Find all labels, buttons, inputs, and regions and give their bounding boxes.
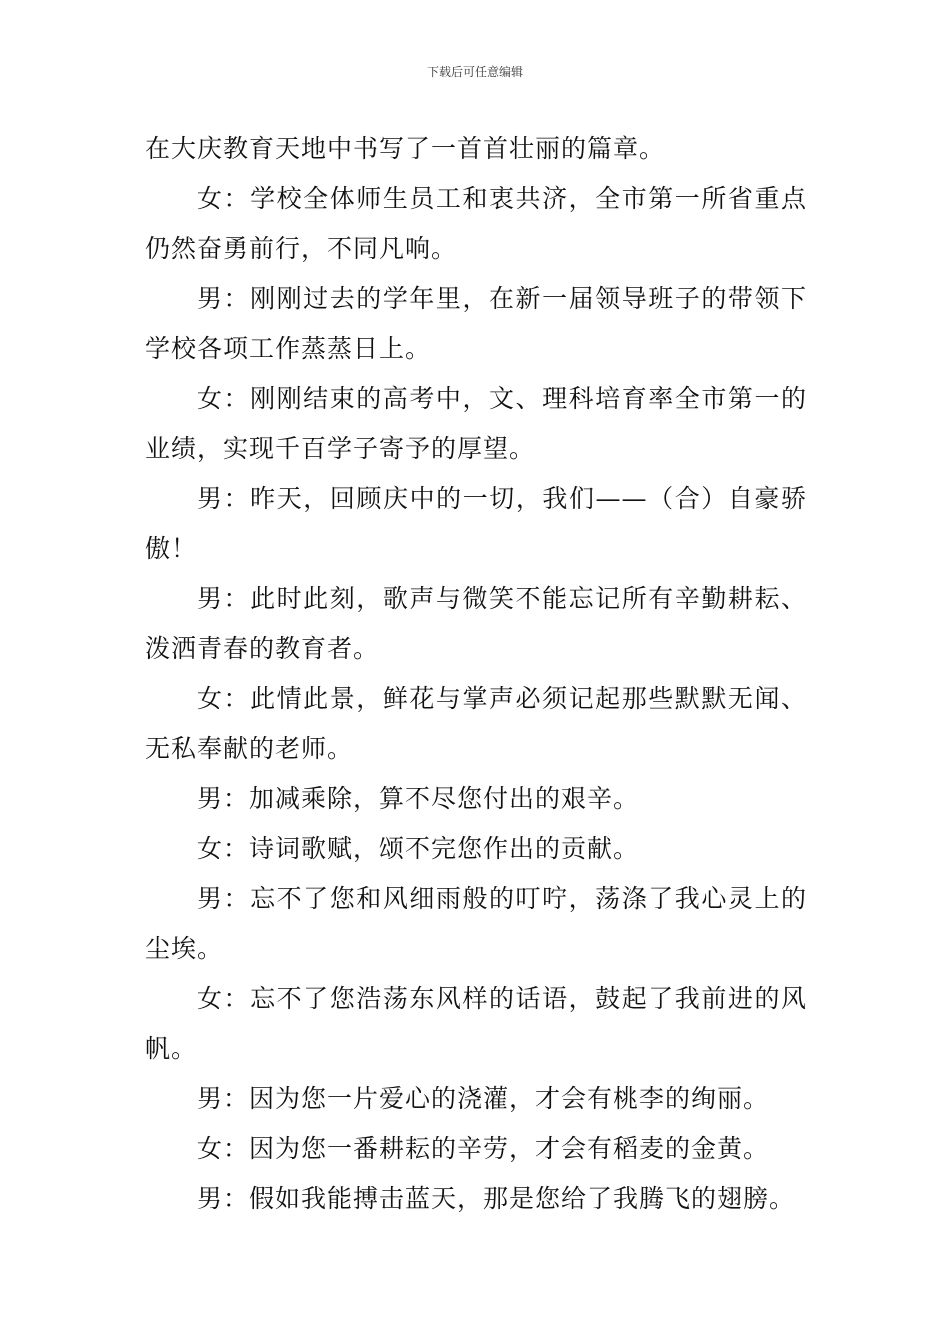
paragraph-2: 女：学校全体师生员工和衷共济，全市第一所省重点仍然奋勇前行，不同凡响。	[145, 184, 807, 263]
paragraph-12: 男：因为您一片爱心的浇灌，才会有桃李的绚丽。	[197, 1084, 770, 1113]
paragraph-10: 男：忘不了您和风细雨般的叮咛，荡涤了我心灵上的尘埃。	[145, 884, 807, 963]
paragraph-11: 女：忘不了您浩荡东风样的话语，鼓起了我前进的风帆。	[145, 984, 807, 1063]
paragraph-3: 男：刚刚过去的学年里，在新一届领导班子的带领下学校各项工作蒸蒸日上。	[145, 284, 807, 363]
document-body	[145, 124, 807, 1224]
paragraph-14: 男：假如我能搏击蓝天，那是您给了我腾飞的翅膀。	[197, 1184, 796, 1213]
paragraph-13: 女：因为您一番耕耘的辛劳，才会有稻麦的金黄。	[197, 1134, 770, 1163]
paragraph-7: 女：此情此景，鲜花与掌声必须记起那些默默无闻、无私奉献的老师。	[145, 684, 807, 763]
paragraph-1: 在大庆教育天地中书写了一首首壮丽的篇章。	[145, 134, 666, 163]
paragraph-5: 男：昨天，回顾庆中的一切，我们——（合）自豪骄傲！	[145, 484, 807, 563]
paragraph-6: 男：此时此刻，歌声与微笑不能忘记所有辛勤耕耘、泼洒青春的教育者。	[145, 584, 807, 663]
paragraph-8: 男：加减乘除，算不尽您付出的艰辛。	[197, 784, 640, 813]
paragraph-9: 女：诗词歌赋，颂不完您作出的贡献。	[197, 834, 640, 863]
paragraph-4: 女：刚刚结束的高考中，文、理科培育率全市第一的业绩，实现千百学子寄予的厚望。	[145, 384, 807, 463]
page-header: 下载后可任意编辑	[426, 65, 523, 79]
